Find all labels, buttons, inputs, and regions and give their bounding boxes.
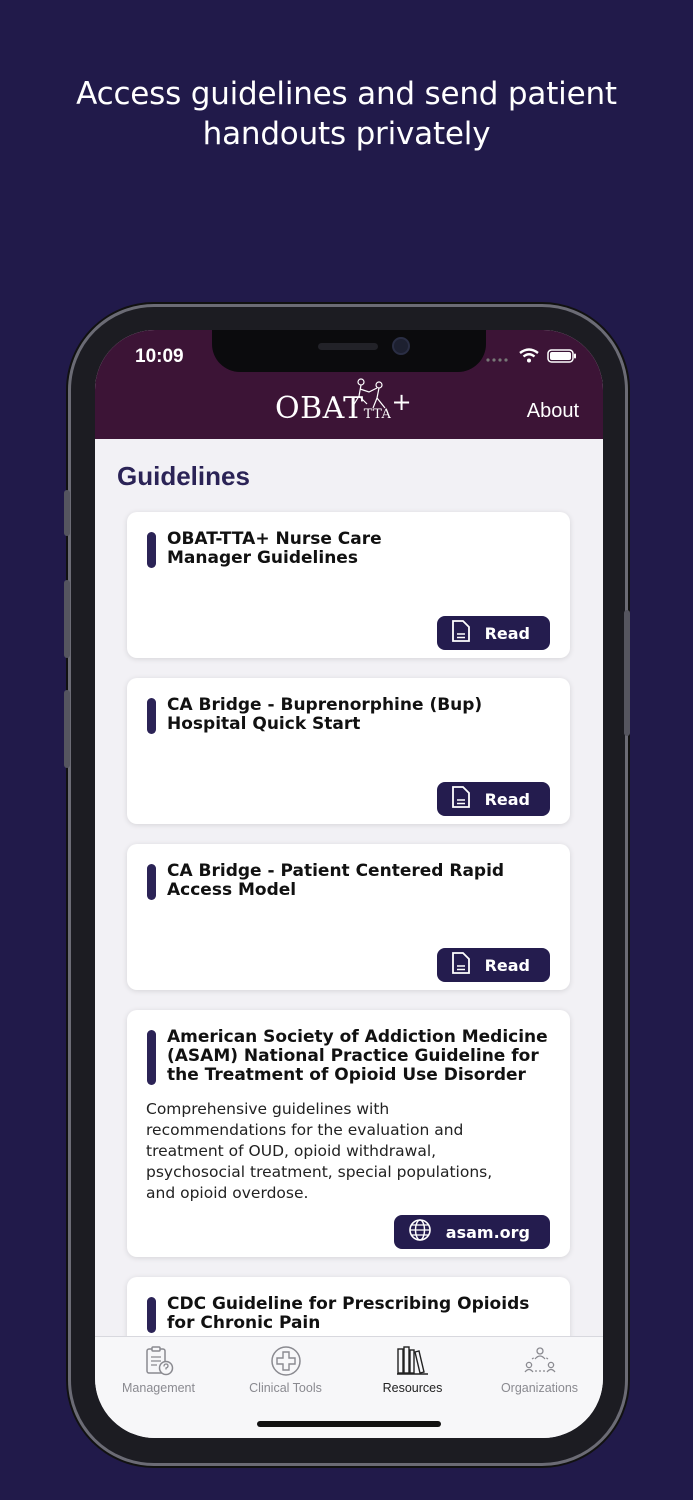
notch	[212, 330, 486, 372]
read-button-label: Read	[484, 623, 530, 643]
tab-resources[interactable]	[349, 1345, 476, 1395]
card-accent-bar	[147, 1030, 156, 1085]
card-title	[167, 530, 557, 568]
mute-switch	[64, 490, 70, 536]
guideline-card	[127, 512, 570, 658]
tab-label: Resources	[382, 1381, 443, 1395]
volume-down-button	[64, 690, 70, 768]
card-accent-bar	[147, 1297, 156, 1333]
volume-up-button	[64, 580, 70, 658]
battery-icon	[547, 349, 577, 368]
people-network-icon	[523, 1345, 557, 1377]
card-title-line: American Society of Addiction Medicine	[167, 1027, 548, 1047]
description-line: recommendations for the evaluation and	[146, 1121, 464, 1139]
card-title-line: CDC Guideline for Prescribing Opioids	[167, 1294, 530, 1314]
logo-figures-icon	[347, 378, 393, 414]
logo-main-text: OBAT	[275, 391, 364, 426]
card-description	[146, 1099, 556, 1204]
headline-line-1: Access guidelines and send patient	[76, 76, 617, 112]
card-accent-bar	[147, 864, 156, 900]
guideline-card	[127, 1277, 570, 1336]
globe-icon	[408, 1218, 432, 1246]
clipboard-question-icon	[142, 1345, 176, 1377]
marketing-headline	[0, 74, 693, 154]
logo-sub-text: TTA	[363, 407, 392, 422]
headline-line-2: handouts privately	[202, 116, 491, 152]
phone-screen	[95, 330, 603, 1438]
description-line: and opioid overdose.	[146, 1184, 309, 1202]
card-title	[167, 1295, 557, 1333]
read-button[interactable]	[437, 948, 550, 982]
tab-organizations[interactable]	[476, 1345, 603, 1395]
document-icon	[451, 785, 471, 813]
document-icon	[451, 951, 471, 979]
read-button[interactable]	[437, 782, 550, 816]
guideline-card	[127, 1010, 570, 1257]
about-button[interactable]: About	[526, 400, 579, 422]
tab-label: Organizations	[500, 1381, 579, 1395]
website-button[interactable]	[394, 1215, 550, 1249]
tab-clinical-tools[interactable]	[222, 1345, 349, 1395]
card-accent-bar	[147, 532, 156, 568]
tab-management[interactable]	[95, 1345, 222, 1395]
home-indicator[interactable]	[257, 1421, 441, 1427]
card-title-line: CA Bridge - Buprenorphine (Bup)	[167, 695, 483, 715]
document-icon	[451, 619, 471, 647]
card-title-line: Hospital Quick Start	[167, 714, 361, 734]
signal-icon	[485, 349, 511, 367]
card-title-line: the Treatment of Opioid Use Disorder	[167, 1065, 526, 1085]
card-title-line: OBAT-TTA+ Nurse Care	[167, 529, 382, 549]
books-icon	[396, 1345, 430, 1377]
obat-logo	[275, 388, 412, 426]
card-title-line: for Chronic Pain	[167, 1313, 321, 1333]
guideline-card	[127, 678, 570, 824]
read-button[interactable]	[437, 616, 550, 650]
tab-label: Clinical Tools	[249, 1381, 322, 1395]
card-title	[167, 862, 557, 900]
website-button-label: asam.org	[445, 1222, 530, 1242]
wifi-icon	[519, 348, 539, 368]
card-title-line: (ASAM) National Practice Guideline for	[167, 1046, 539, 1066]
card-title-line: Manager Guidelines	[167, 548, 358, 568]
logo-plus-text: +	[391, 388, 413, 416]
read-button-label: Read	[484, 789, 530, 809]
status-time: 10:09	[135, 346, 184, 367]
description-line: Comprehensive guidelines with	[146, 1100, 390, 1118]
guideline-card	[127, 844, 570, 990]
front-camera	[392, 337, 410, 355]
earpiece-speaker	[318, 343, 378, 350]
power-button	[624, 610, 630, 736]
card-accent-bar	[147, 698, 156, 734]
read-button-label: Read	[484, 955, 530, 975]
card-title	[167, 696, 557, 734]
card-title	[167, 1028, 557, 1085]
description-line: treatment of OUD, opioid withdrawal,	[146, 1142, 437, 1160]
tab-label: Management	[122, 1381, 195, 1395]
page-title: Guidelines	[117, 461, 250, 491]
card-title-line: Access Model	[167, 880, 297, 900]
card-title-line: CA Bridge - Patient Centered Rapid	[167, 861, 505, 881]
medical-cross-icon	[269, 1345, 303, 1377]
guidelines-list[interactable]	[95, 439, 603, 1336]
status-icons	[485, 348, 577, 368]
description-line: psychosocial treatment, special populations,	[146, 1163, 493, 1181]
